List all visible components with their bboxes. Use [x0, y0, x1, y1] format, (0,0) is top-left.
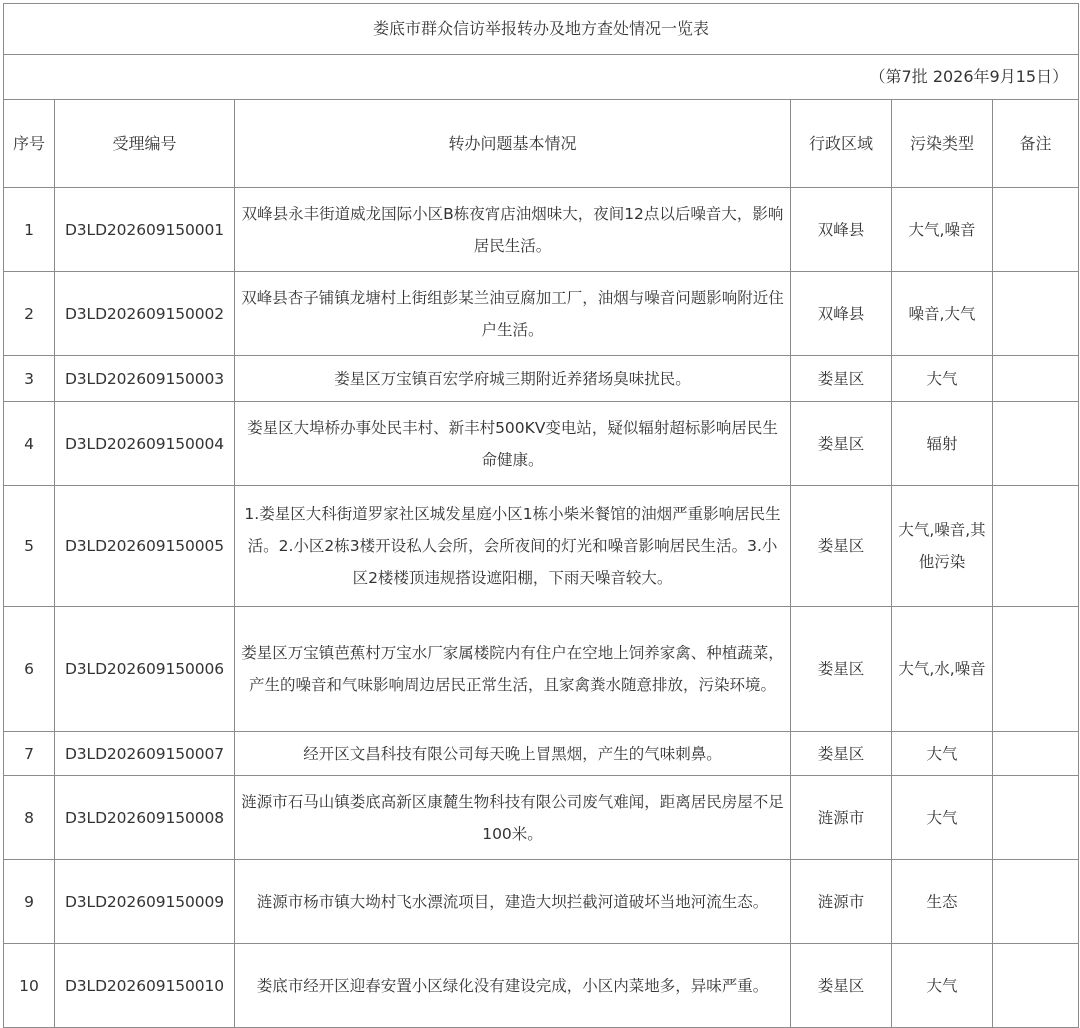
cell-region: 娄星区	[791, 402, 892, 486]
cell-id: D3LD202609150007	[55, 732, 235, 776]
table-row	[4, 356, 1079, 402]
cell-desc: 涟源市杨市镇大坳村飞水漂流项目，建造大坝拦截河道破坏当地河流生态。	[235, 860, 791, 944]
cell-desc: 娄底市经开区迎春安置小区绿化没有建设完成，小区内菜地多，异味严重。	[235, 944, 791, 1028]
cell-region: 娄星区	[791, 486, 892, 607]
cell-note	[993, 860, 1079, 944]
cell-desc: 1.娄星区大科街道罗家社区城发星庭小区1栋小柴米餐馆的油烟严重影响居民生活。2.小区2栋3楼开设私人会所，会所夜间的灯光和噪音影响居民生活。3.小区2楼楼顶违规搭设遮阳棚，下雨天噪音较大。	[235, 486, 791, 607]
cell-desc: 经开区文昌科技有限公司每天晚上冒黑烟，产生的气味刺鼻。	[235, 732, 791, 776]
cell-desc: 双峰县永丰街道威龙国际小区B栋夜宵店油烟味大，夜间12点以后噪音大，影响居民生活。	[235, 188, 791, 272]
cell-type: 大气,噪音,其他污染	[892, 486, 993, 607]
cell-seq: 9	[4, 860, 55, 944]
cell-region: 娄星区	[791, 732, 892, 776]
cell-note	[993, 607, 1079, 732]
cell-note	[993, 272, 1079, 356]
table-row	[4, 272, 1079, 356]
complaint-table	[3, 3, 1079, 1028]
cell-seq: 4	[4, 402, 55, 486]
cell-region: 娄星区	[791, 356, 892, 402]
cell-seq: 1	[4, 188, 55, 272]
cell-type: 辐射	[892, 402, 993, 486]
header-row	[4, 100, 1079, 188]
cell-seq: 8	[4, 776, 55, 860]
cell-type: 大气	[892, 776, 993, 860]
cell-id: D3LD202609150008	[55, 776, 235, 860]
table-row	[4, 860, 1079, 944]
cell-desc: 娄星区万宝镇百宏学府城三期附近养猪场臭味扰民。	[235, 356, 791, 402]
cell-desc: 涟源市石马山镇娄底高新区康麓生物科技有限公司废气难闻，距离居民房屋不足100米。	[235, 776, 791, 860]
cell-region: 娄星区	[791, 944, 892, 1028]
cell-id: D3LD202609150005	[55, 486, 235, 607]
cell-note	[993, 732, 1079, 776]
table-body	[4, 4, 1079, 1028]
cell-seq: 10	[4, 944, 55, 1028]
header-seq: 序号	[4, 100, 55, 188]
cell-region: 涟源市	[791, 776, 892, 860]
cell-region: 娄星区	[791, 607, 892, 732]
cell-desc: 双峰县杏子铺镇龙塘村上街组彭某兰油豆腐加工厂，油烟与噪音问题影响附近住户生活。	[235, 272, 791, 356]
cell-seq: 2	[4, 272, 55, 356]
cell-type: 大气	[892, 356, 993, 402]
cell-desc: 娄星区万宝镇芭蕉村万宝水厂家属楼院内有住户在空地上饲养家禽、种植蔬菜，产生的噪音和气味影响周边居民正常生活，且家禽粪水随意排放，污染环境。	[235, 607, 791, 732]
batch-info: （第7批 2026年9月15日）	[4, 55, 1079, 100]
cell-id: D3LD202609150004	[55, 402, 235, 486]
cell-id: D3LD202609150002	[55, 272, 235, 356]
cell-type: 生态	[892, 860, 993, 944]
cell-id: D3LD202609150001	[55, 188, 235, 272]
cell-seq: 3	[4, 356, 55, 402]
cell-type: 大气	[892, 944, 993, 1028]
header-desc: 转办问题基本情况	[235, 100, 791, 188]
cell-seq: 6	[4, 607, 55, 732]
table-row	[4, 188, 1079, 272]
table-row	[4, 486, 1079, 607]
cell-desc: 娄星区大埠桥办事处民丰村、新丰村500KV变电站，疑似辐射超标影响居民生命健康。	[235, 402, 791, 486]
table-row	[4, 732, 1079, 776]
cell-type: 大气	[892, 732, 993, 776]
cell-type: 噪音,大气	[892, 272, 993, 356]
cell-type: 大气,噪音	[892, 188, 993, 272]
cell-note	[993, 776, 1079, 860]
title-row	[4, 4, 1079, 55]
cell-note	[993, 402, 1079, 486]
table-row	[4, 944, 1079, 1028]
table-row	[4, 402, 1079, 486]
cell-id: D3LD202609150010	[55, 944, 235, 1028]
cell-id: D3LD202609150003	[55, 356, 235, 402]
batch-row	[4, 55, 1079, 100]
cell-type: 大气,水,噪音	[892, 607, 993, 732]
cell-note	[993, 944, 1079, 1028]
table-title: 娄底市群众信访举报转办及地方查处情况一览表	[4, 4, 1079, 55]
cell-note	[993, 356, 1079, 402]
cell-seq: 7	[4, 732, 55, 776]
header-type: 污染类型	[892, 100, 993, 188]
header-region: 行政区域	[791, 100, 892, 188]
cell-id: D3LD202609150006	[55, 607, 235, 732]
cell-region: 涟源市	[791, 860, 892, 944]
cell-seq: 5	[4, 486, 55, 607]
cell-region: 双峰县	[791, 272, 892, 356]
cell-note	[993, 486, 1079, 607]
header-note: 备注	[993, 100, 1079, 188]
table-row	[4, 607, 1079, 732]
cell-id: D3LD202609150009	[55, 860, 235, 944]
cell-region: 双峰县	[791, 188, 892, 272]
table-row	[4, 776, 1079, 860]
cell-note	[993, 188, 1079, 272]
header-id: 受理编号	[55, 100, 235, 188]
